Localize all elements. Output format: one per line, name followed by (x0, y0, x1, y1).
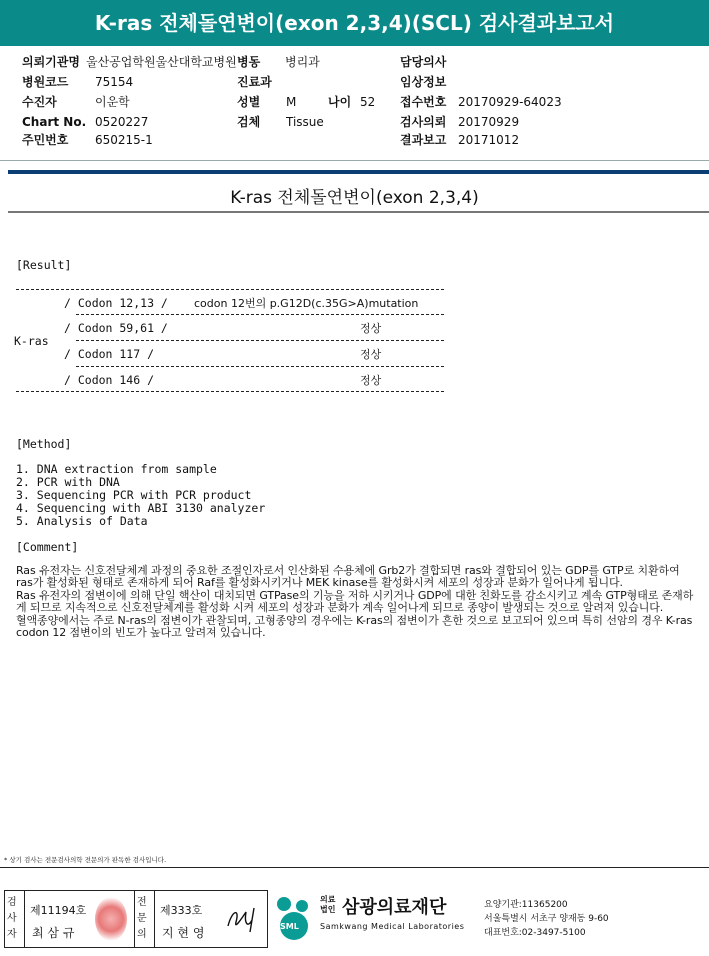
comment-body (16, 565, 696, 639)
request-date-label: 검사의뢰 (400, 115, 447, 129)
result-row-codon: / Codon 117 / (64, 347, 155, 361)
org-code: 요양기관:11365200 (484, 900, 568, 910)
ward-value: 병리과 (285, 55, 320, 69)
result-row-codon: / Codon 12,13 / (64, 296, 168, 310)
inspector-name: 최 삼 규 (32, 926, 75, 940)
specimen-value: Tissue (286, 115, 324, 129)
result-row-value: 정상 (360, 348, 382, 361)
age-value: 52 (360, 95, 376, 109)
result-row-value: 정상 (360, 374, 382, 387)
header-divider (0, 160, 709, 161)
report-date-label: 결과보고 (400, 133, 447, 147)
receipt-no-label: 접수번호 (400, 95, 447, 109)
org-name: 삼광의료재단 (342, 897, 447, 918)
chart-no-value: 0520227 (95, 115, 149, 129)
divider (24, 890, 25, 948)
specimen-label: 검체 (237, 115, 261, 129)
sex-label: 성별 (237, 95, 261, 109)
specialist-label: 전문의 (137, 897, 147, 940)
specialist-license: 제333호 (160, 904, 203, 917)
report-title: K-ras 전체돌연변이(exon 2,3,4)(SCL) 검사결과보고서 (0, 0, 709, 46)
official-seal (95, 897, 127, 941)
sex-value: M (286, 95, 297, 109)
patient-value: 이운학 (95, 95, 130, 109)
inspector-label: 검사자 (7, 897, 17, 940)
method-step: 5. Analysis of Data (16, 514, 148, 528)
ward-label: 병동 (237, 55, 261, 69)
result-row-codon: / Codon 146 / (64, 373, 155, 387)
result-bottom-rule (16, 391, 444, 392)
result-row-value: codon 12번의 p.G12D(c.35G>A)mutation (194, 297, 419, 310)
org-phone: 대표번호:02-3497-5100 (484, 928, 586, 938)
sml-logo-icon (272, 892, 316, 942)
footer-divider (0, 867, 709, 868)
divider (154, 890, 155, 948)
row-separator (76, 340, 444, 341)
result-heading: [Result] (16, 258, 72, 272)
result-top-rule (16, 289, 444, 290)
inspector-license: 제11194호 (30, 904, 87, 917)
patient-label: 수진자 (22, 95, 57, 109)
row-separator (76, 366, 444, 367)
doctor-label: 담당의사 (400, 55, 447, 69)
gene-label: K-ras (14, 334, 49, 348)
receipt-no-value: 20170929-64023 (458, 95, 562, 109)
method-heading: [Method] (16, 437, 72, 451)
method-step: 1. DNA extraction from sample (16, 462, 217, 476)
row-separator (76, 314, 444, 315)
org-english: Samkwang Medical Laboratories (320, 922, 465, 931)
specialist-name: 지 현 영 (162, 926, 205, 940)
comment-heading: [Comment] (16, 540, 79, 554)
org-address: 서울특별시 서초구 양재동 9-60 (484, 914, 609, 924)
method-step: 2. PCR with DNA (16, 475, 120, 489)
footnote: * 상기 검사는 전문검사의학 전문의가 판독한 검사입니다. (4, 856, 167, 864)
hospital-code-value: 75154 (95, 75, 134, 89)
institution-label: 의뢰기관명 (22, 55, 80, 69)
institution-value: 울산공업학원울산대학교병원 (86, 55, 237, 69)
id-value: 650215-1 (95, 133, 153, 147)
logo-badge: SML (280, 922, 299, 931)
report-date-value: 20171012 (458, 133, 520, 147)
signature-icon (222, 898, 262, 938)
method-step: 4. Sequencing with ABI 3130 analyzer (16, 501, 266, 515)
clinical-info-label: 임상정보 (400, 75, 447, 89)
request-date-value: 20170929 (458, 115, 520, 129)
hospital-code-label: 병원코드 (22, 75, 69, 89)
result-row-codon: / Codon 59,61 / (64, 321, 168, 335)
comment-paragraph: Ras 유전자의 점변이에 의해 단일 핵산이 대치되면 GTPase의 기능을 저하 시키거나 GDP에 대한 친화도를 감소시키고 계속 GTP형태로 존재하게 되므로 지속적으로 신호전달체계를 활성화 시켜 세포의 성장과 분화가 계속 일어나게 되므로 종양이 발생되는 것으로 알려져 있습니다. (16, 588, 694, 615)
chart-no-label: Chart No. (22, 115, 87, 129)
department-label: 진료과 (237, 75, 272, 89)
id-label: 주민번호 (22, 133, 69, 147)
title-rule-top (8, 170, 709, 174)
comment-paragraph: Ras 유전자는 신호전달체계 과정의 중요한 조절인자로서 인산화된 수용체에 Grb2가 결합되면 ras와 결합되어 있는 GDP를 GTP로 치환하여 ras가 활성화된 형태로 존재하게 되어 Raf를 활성화시키거나 MEK kinase를 활성화시켜 세포의 성장과 분화가 일어나게 됩니다. (16, 564, 680, 590)
result-row-value: 정상 (360, 322, 382, 335)
report-subtitle: K-ras 전체돌연변이(exon 2,3,4) (230, 188, 479, 208)
method-step: 3. Sequencing PCR with PCR product (16, 488, 252, 502)
age-label: 나이 (328, 95, 352, 109)
comment-paragraph: 혈액종양에서는 주로 N-ras의 점변이가 관찰되며, 고형종양의 경우에는 K-ras의 점변이가 흔한 것으로 보고되어 있으며 특히 선암의 경우 K-ras codon 12 점변이의 빈도가 높다고 알려져 있습니다. (16, 613, 693, 640)
org-prefix: 의료법인 (320, 895, 336, 914)
divider (134, 890, 135, 948)
title-rule-bottom (8, 211, 709, 213)
